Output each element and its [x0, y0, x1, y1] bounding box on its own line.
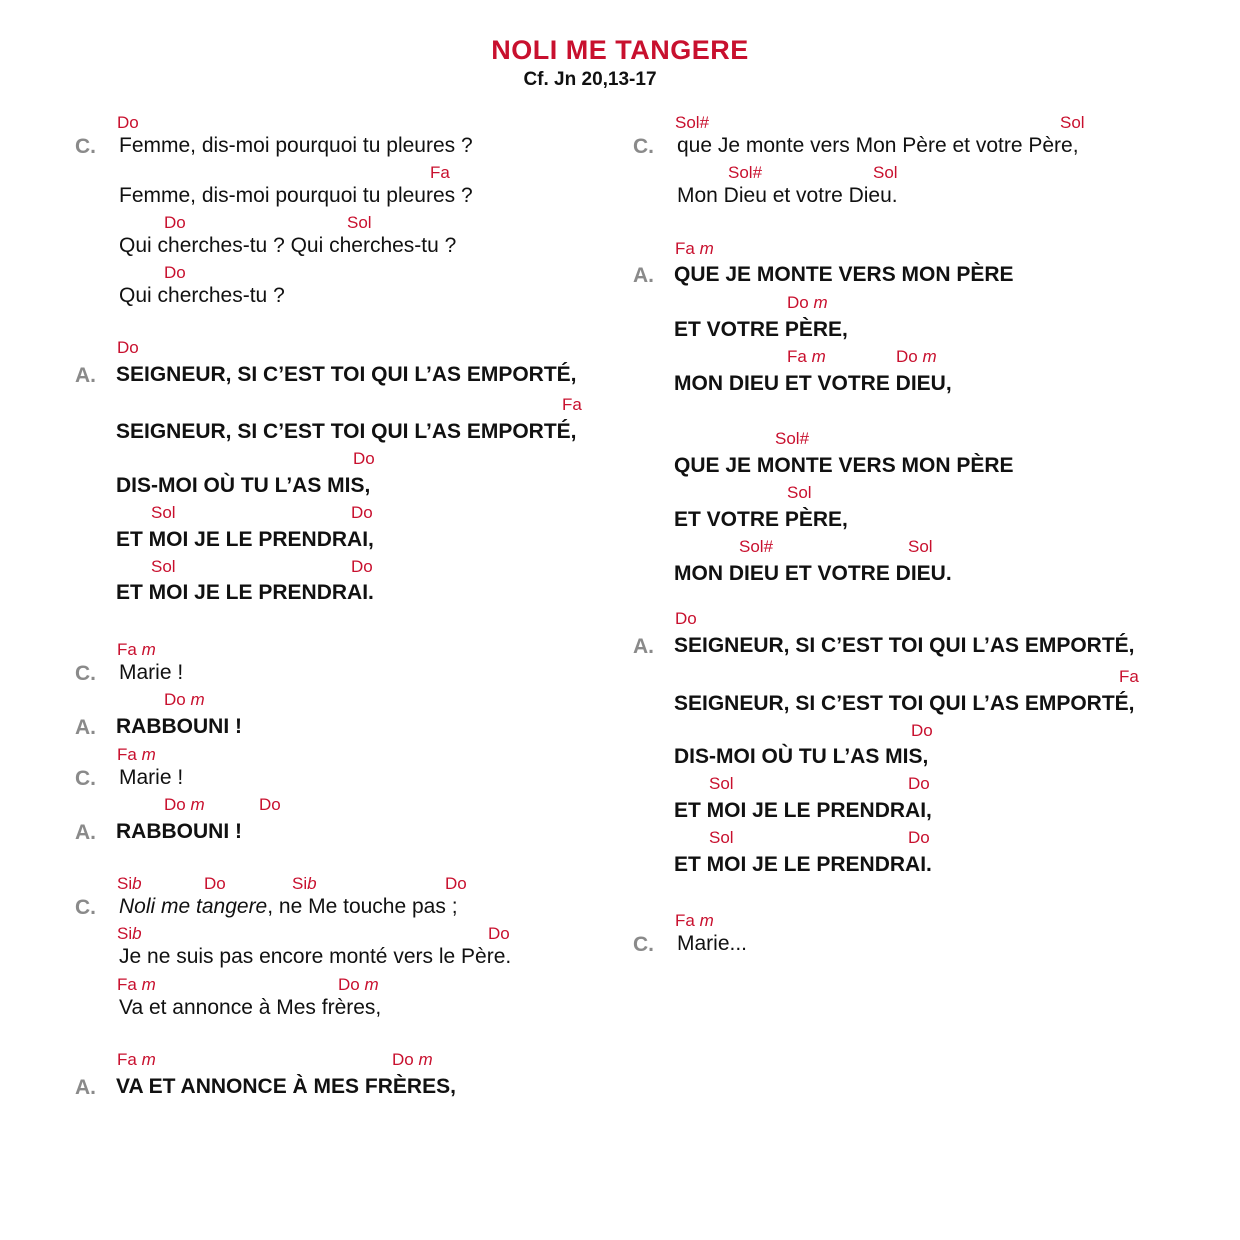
- chord: Fa m: [675, 239, 714, 258]
- cantor-line: Qui cherches-tu ? Qui cherches-tu ?: [119, 234, 457, 257]
- chord: Sol#: [728, 163, 763, 182]
- chord: Sol#: [775, 429, 810, 448]
- cantor-marker: C.: [633, 933, 654, 956]
- assembly-marker: A.: [633, 264, 654, 287]
- song-title: NOLI ME TANGERE: [491, 35, 749, 65]
- assembly-line: SEIGNEUR, SI C’EST TOI QUI L’AS EMPORTÉ,: [116, 420, 577, 443]
- chord: Do m: [164, 795, 205, 814]
- assembly-line: ET MOI JE LE PRENDRAI.: [674, 853, 932, 876]
- assembly-line: ET MOI JE LE PRENDRAI,: [674, 799, 932, 822]
- assembly-line: SEIGNEUR, SI C’EST TOI QUI L’AS EMPORTÉ,: [674, 634, 1135, 657]
- chord: Fa m: [117, 1050, 156, 1069]
- cantor-line: Je ne suis pas encore monté vers le Père.: [119, 945, 512, 968]
- chord: Do m: [164, 690, 205, 709]
- chord: Do: [488, 924, 510, 943]
- assembly-line: ET MOI JE LE PRENDRAI.: [116, 581, 374, 604]
- cantor-line: Marie...: [677, 932, 748, 955]
- chord: Do: [353, 449, 375, 468]
- chord: Sol: [873, 163, 898, 182]
- chord: Do: [351, 503, 373, 522]
- assembly-marker: A.: [75, 716, 96, 739]
- assembly-line: MON DIEU ET VOTRE DIEU,: [674, 372, 952, 395]
- chord: Do: [204, 874, 226, 893]
- assembly-line: ET MOI JE LE PRENDRAI,: [116, 528, 374, 551]
- chord: Fa m: [117, 975, 156, 994]
- cantor-line: Va et annonce à Mes frères,: [119, 996, 382, 1019]
- chord: Sol: [151, 503, 176, 522]
- chord: Sol: [709, 828, 734, 847]
- chord: Sol: [347, 213, 372, 232]
- chord: Sol#: [675, 113, 710, 132]
- chord: Sol: [787, 483, 812, 502]
- chord: Fa m: [117, 640, 156, 659]
- chord: Sib: [292, 874, 317, 893]
- chord: Do: [908, 774, 930, 793]
- chord: Fa m: [675, 911, 714, 930]
- chord: Fa: [430, 163, 450, 182]
- chord: Sib: [117, 924, 142, 943]
- chord: Do: [117, 338, 139, 357]
- chord: Fa m: [117, 745, 156, 764]
- chord: Fa: [1119, 667, 1139, 686]
- assembly-line: SEIGNEUR, SI C’EST TOI QUI L’AS EMPORTÉ,: [116, 363, 577, 386]
- assembly-line: VA ET ANNONCE À MES FRÈRES,: [116, 1075, 456, 1098]
- chord: Fa m: [787, 347, 826, 366]
- cantor-marker: C.: [75, 896, 96, 919]
- chord: Do m: [787, 293, 828, 312]
- assembly-line: ET VOTRE PÈRE,: [674, 508, 848, 531]
- chord: Do: [911, 721, 933, 740]
- chord: Do: [675, 609, 697, 628]
- assembly-line: RABBOUNI !: [116, 820, 242, 843]
- chord: Do: [908, 828, 930, 847]
- chord: Do: [164, 213, 186, 232]
- chord: Sol#: [739, 537, 774, 556]
- chord: Sol: [709, 774, 734, 793]
- chord: Sol: [151, 557, 176, 576]
- chord: Do: [164, 263, 186, 282]
- chord: Do m: [338, 975, 379, 994]
- cantor-line: Mon Dieu et votre Dieu.: [677, 184, 898, 207]
- cantor-line: Marie !: [119, 766, 184, 789]
- cantor-line: Marie !: [119, 661, 184, 684]
- assembly-line: SEIGNEUR, SI C’EST TOI QUI L’AS EMPORTÉ,: [674, 692, 1135, 715]
- chord: Do: [445, 874, 467, 893]
- chord: Sol: [1060, 113, 1085, 132]
- chord: Do: [259, 795, 281, 814]
- cantor-line: Qui cherches-tu ?: [119, 284, 285, 307]
- assembly-marker: A.: [75, 821, 96, 844]
- cantor-line: Femme, dis-moi pourquoi tu pleures ?: [119, 184, 473, 207]
- assembly-line: DIS-MOI OÙ TU L’AS MIS,: [674, 745, 929, 768]
- chord: Do m: [896, 347, 937, 366]
- assembly-marker: A.: [633, 635, 654, 658]
- cantor-marker: C.: [633, 135, 654, 158]
- cantor-line: que Je monte vers Mon Père et votre Père,: [677, 134, 1079, 157]
- assembly-line: ET VOTRE PÈRE,: [674, 318, 848, 341]
- cantor-marker: C.: [75, 135, 96, 158]
- chord: Do: [117, 113, 139, 132]
- scripture-reference: Cf. Jn 20,13-17: [523, 69, 657, 90]
- cantor-marker: C.: [75, 662, 96, 685]
- chord: Sib: [117, 874, 142, 893]
- chord: Do m: [392, 1050, 433, 1069]
- cantor-line: Femme, dis-moi pourquoi tu pleures ?: [119, 134, 473, 157]
- cantor-line: Noli me tangere, ne Me touche pas ;: [119, 895, 458, 918]
- assembly-marker: A.: [75, 1076, 96, 1099]
- assembly-marker: A.: [75, 364, 96, 387]
- assembly-line: QUE JE MONTE VERS MON PÈRE: [674, 263, 1014, 286]
- chord: Do: [351, 557, 373, 576]
- assembly-line: RABBOUNI !: [116, 715, 242, 738]
- assembly-line: DIS-MOI OÙ TU L’AS MIS,: [116, 474, 371, 497]
- assembly-line: QUE JE MONTE VERS MON PÈRE: [674, 454, 1014, 477]
- chord: Sol: [908, 537, 933, 556]
- cantor-marker: C.: [75, 767, 96, 790]
- assembly-line: MON DIEU ET VOTRE DIEU.: [674, 562, 952, 585]
- chord: Fa: [562, 395, 582, 414]
